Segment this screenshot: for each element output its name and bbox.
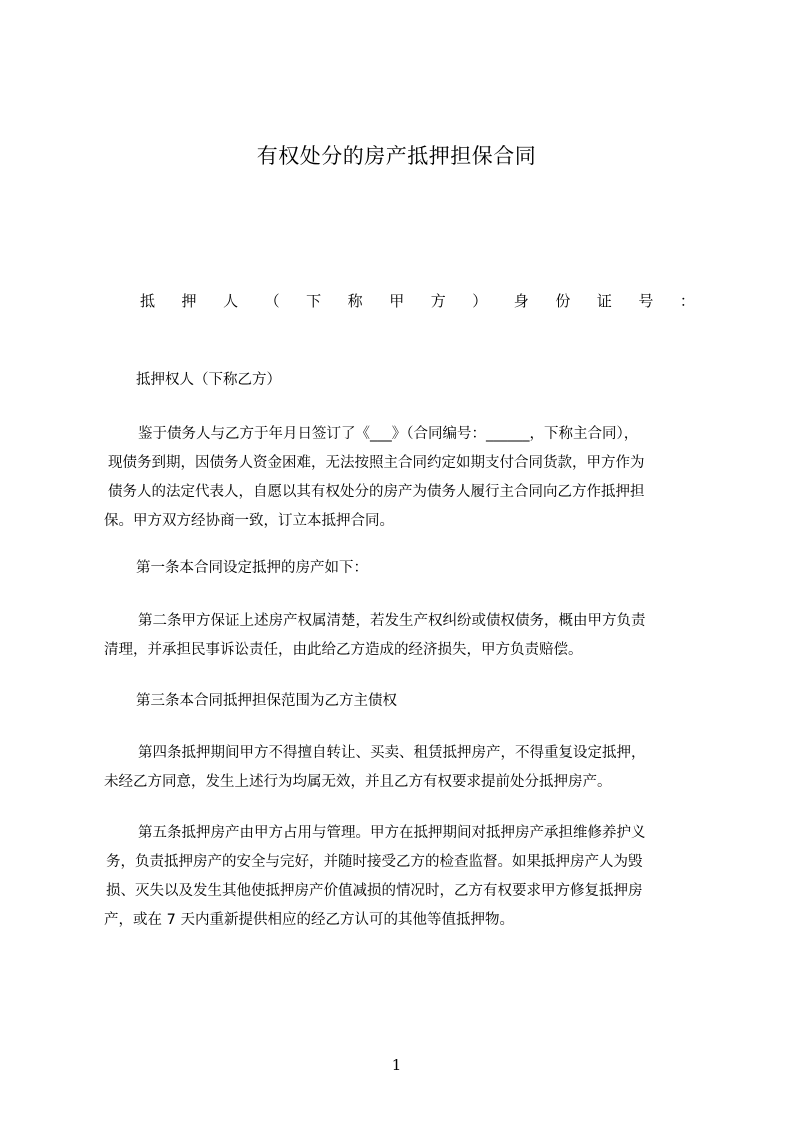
preamble-line: 保。甲方双方经协商一致，订立本抵押合同。: [104, 513, 394, 529]
mortgagor-char: （: [264, 292, 280, 310]
page-number: 1: [391, 1056, 402, 1074]
mortgagor-char: 号: [638, 292, 654, 310]
mortgagor-char: 甲: [389, 292, 405, 310]
article-1: 第一条本合同设定抵押的房产如下：: [136, 560, 368, 576]
mortgagor-char: 押: [181, 292, 197, 310]
mortgagor-char: ）: [472, 292, 488, 310]
article-2-line: 第二条甲方保证上述房产权属清楚，若发生产权纠纷或债权债务，概由甲方负责: [138, 613, 646, 629]
article-5-line: 损、灭失以及发生其他使抵押房产价值减损的情况时，乙方有权要求甲方修复抵押房: [106, 883, 643, 899]
mortgagor-char: 人: [223, 292, 239, 310]
mortgagor-line: [140, 290, 695, 312]
mortgagor-char: 证: [596, 292, 612, 310]
article-5-line: 务，负责抵押房产的安全与完好，并随时接受乙方的检查监督。如果抵押房产人为毁: [106, 854, 643, 870]
article-5-line: 第五条抵押房产由甲方占用与管理。甲方在抵押期间对抵押房产承担维修养护义: [138, 825, 646, 841]
mortgagor-char: 方: [430, 292, 446, 310]
mortgagor-char: 抵: [140, 292, 156, 310]
article-4-line: 未经乙方同意，发生上述行为均属无效，并且乙方有权要求提前处分抵押房产。: [104, 774, 612, 790]
document-title: 有权处分的房产抵押担保合同: [256, 144, 537, 168]
preamble-line: 鉴于债务人与乙方于年月日签订了《___》（合同编号：______，下称主合同），: [138, 426, 639, 442]
preamble-line: 现债务到期，因债务人资金困难，无法按照主合同约定如期支付合同货款，甲方作为: [108, 455, 645, 471]
article-5-line: 产，或在 7 天内重新提供相应的经乙方认可的其他等值抵押物。: [104, 912, 514, 928]
mortgagor-char: 份: [555, 292, 571, 310]
mortgagor-char: 身: [513, 292, 529, 310]
article-2-line: 清理，并承担民事诉讼责任，由此给乙方造成的经济损失，甲方负责赔偿。: [104, 642, 583, 658]
preamble-line: 债务人的法定代表人，自愿以其有权处分的房产为债务人履行主合同向乙方作抵押担: [108, 484, 645, 500]
mortgagor-char: 称: [347, 292, 363, 310]
mortgagee-line: 抵押权人（下称乙方）: [136, 372, 281, 388]
mortgagor-char: 下: [306, 292, 322, 310]
article-4-line: 第四条抵押期间甲方不得擅自转让、买卖、租赁抵押房产，不得重复设定抵押，: [138, 745, 646, 761]
article-3: 第三条本合同抵押担保范围为乙方主债权: [136, 693, 397, 709]
mortgagor-char: ：: [679, 292, 695, 310]
